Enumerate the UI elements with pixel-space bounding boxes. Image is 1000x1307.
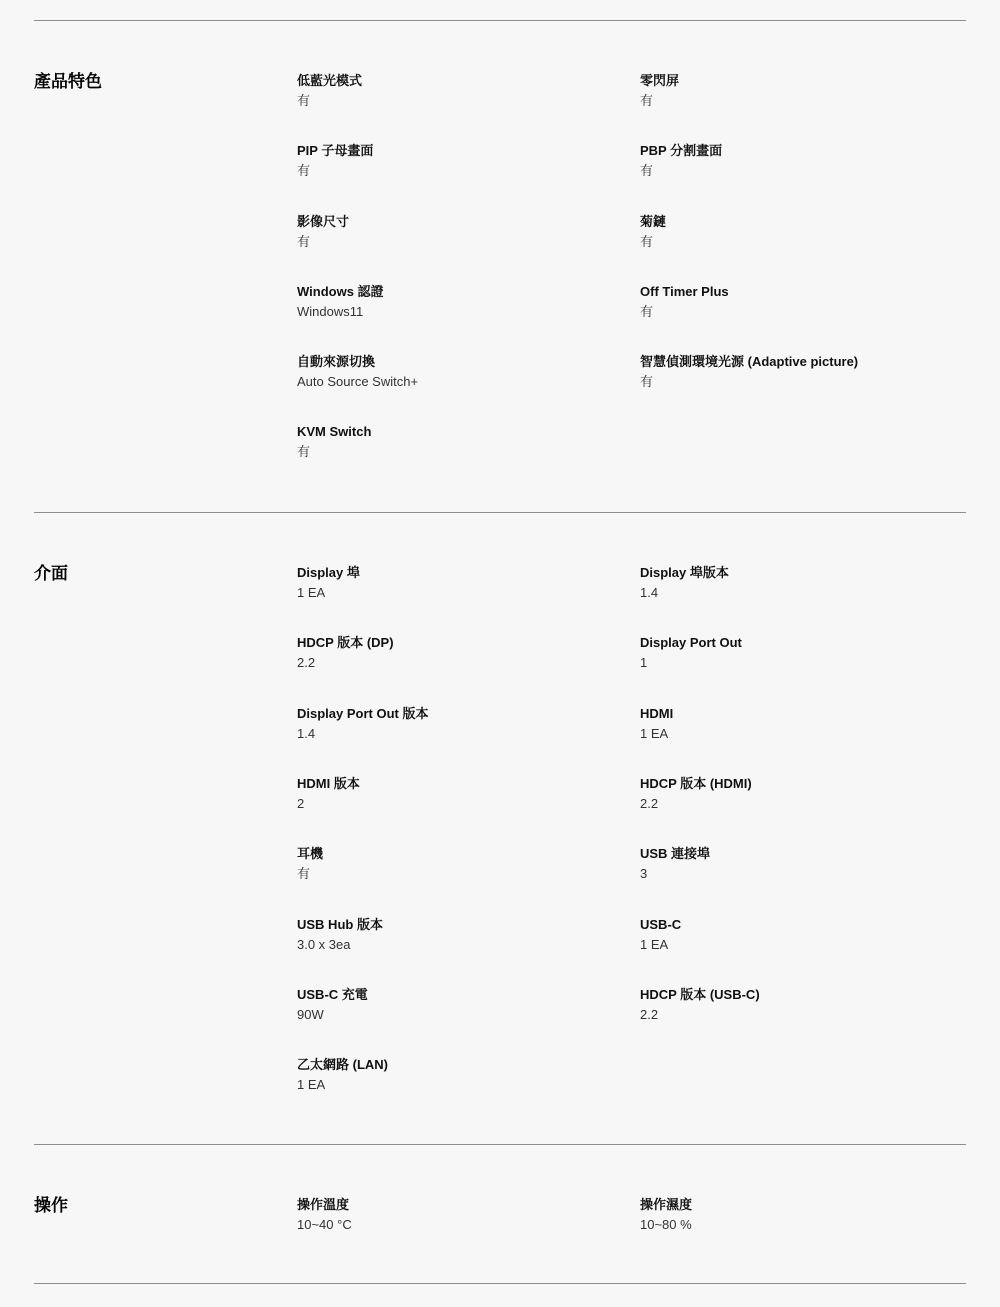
- spec-item: [297, 213, 617, 251]
- spec-label: 零閃屏: [640, 73, 680, 88]
- spec-item: [297, 705, 617, 743]
- spec-label: USB 連接埠: [640, 846, 711, 861]
- divider: [34, 20, 966, 21]
- spec-value: 有: [640, 234, 654, 249]
- spec-value: Auto Source Switch+: [297, 374, 419, 389]
- spec-value: 1 EA: [640, 726, 669, 741]
- spec-item: [297, 142, 617, 180]
- spec-value: 1: [640, 655, 648, 670]
- spec-value: 1 EA: [297, 585, 326, 600]
- spec-label: 菊鏈: [640, 214, 667, 229]
- section-title: 介面: [34, 564, 68, 583]
- spec-item: [297, 423, 617, 461]
- spec-label: 操作濕度: [640, 1197, 693, 1212]
- spec-value: 2.2: [640, 796, 659, 811]
- spec-value: 有: [640, 163, 654, 178]
- spec-label: HDCP 版本 (USB-C): [640, 987, 760, 1002]
- spec-value: Windows11: [297, 304, 364, 319]
- spec-value: 1.4: [640, 585, 659, 600]
- spec-value: 1.4: [297, 726, 316, 741]
- spec-item: [297, 283, 617, 321]
- spec-label: Display Port Out: [640, 635, 742, 650]
- spec-label: PBP 分割畫面: [640, 143, 723, 158]
- spec-label: 自動來源切換: [297, 354, 376, 369]
- spec-value: 2: [297, 796, 305, 811]
- spec-item: [297, 775, 617, 813]
- spec-label: Display Port Out 版本: [297, 706, 429, 721]
- spec-value: 2.2: [640, 1007, 659, 1022]
- divider: [34, 512, 966, 513]
- spec-item: [297, 986, 617, 1024]
- spec-item: [297, 845, 617, 883]
- spec-label: Display 埠: [297, 565, 360, 580]
- spec-value: 有: [297, 234, 311, 249]
- spec-label: HDMI 版本: [297, 776, 360, 791]
- spec-label: Off Timer Plus: [640, 284, 729, 299]
- spec-item: [297, 916, 617, 954]
- spec-item: [297, 634, 617, 672]
- spec-item: [640, 705, 960, 743]
- spec-label: Windows 認證: [297, 284, 384, 299]
- spec-item: [640, 213, 960, 251]
- spec-label: USB-C: [640, 917, 682, 932]
- spec-item: [640, 142, 960, 180]
- divider: [34, 1283, 966, 1284]
- spec-item: [640, 845, 960, 883]
- spec-item: [640, 283, 960, 321]
- spec-value: 3.0 x 3ea: [297, 937, 351, 952]
- spec-item: [640, 353, 960, 391]
- spec-label: 操作溫度: [297, 1197, 350, 1212]
- section-title: 產品特色: [34, 72, 102, 91]
- spec-value: 有: [297, 93, 311, 108]
- spec-item: [640, 986, 960, 1024]
- spec-value: 90W: [297, 1007, 324, 1022]
- spec-label: HDCP 版本 (HDMI): [640, 776, 752, 791]
- spec-value: 有: [297, 866, 311, 881]
- spec-label: 影像尺寸: [297, 214, 350, 229]
- spec-item: [297, 1056, 617, 1094]
- spec-label: USB-C 充電: [297, 987, 368, 1002]
- spec-value: 有: [640, 93, 654, 108]
- spec-value: 有: [297, 444, 311, 459]
- spec-value: 1 EA: [640, 937, 669, 952]
- spec-label: 耳機: [297, 846, 324, 861]
- spec-value: 2.2: [297, 655, 316, 670]
- spec-value: 有: [640, 374, 654, 389]
- spec-item: [640, 564, 960, 602]
- spec-label: 低藍光模式: [297, 73, 363, 88]
- spec-item: [297, 1196, 617, 1234]
- spec-value: 有: [640, 304, 654, 319]
- spec-label: KVM Switch: [297, 424, 372, 439]
- spec-item: [640, 775, 960, 813]
- spec-item: [640, 634, 960, 672]
- spec-value: 10~40 °C: [297, 1217, 352, 1232]
- spec-item: [640, 916, 960, 954]
- spec-value: 1 EA: [297, 1077, 326, 1092]
- spec-label: 乙太網路 (LAN): [297, 1057, 388, 1072]
- spec-label: Display 埠版本: [640, 565, 729, 580]
- spec-item: [297, 564, 617, 602]
- spec-label: HDCP 版本 (DP): [297, 635, 394, 650]
- spec-value: 10~80 %: [640, 1217, 692, 1232]
- spec-item: [640, 72, 960, 110]
- spec-item: [640, 1196, 960, 1234]
- spec-label: HDMI: [640, 706, 674, 721]
- spec-value: 3: [640, 866, 648, 881]
- spec-item: [297, 353, 617, 391]
- divider: [34, 1144, 966, 1145]
- section-title: 操作: [34, 1196, 68, 1215]
- spec-label: PIP 子母畫面: [297, 143, 374, 158]
- spec-label: USB Hub 版本: [297, 917, 383, 932]
- spec-value: 有: [297, 163, 311, 178]
- spec-label: 智慧偵測環境光源 (Adaptive picture): [640, 354, 859, 369]
- spec-item: [297, 72, 617, 110]
